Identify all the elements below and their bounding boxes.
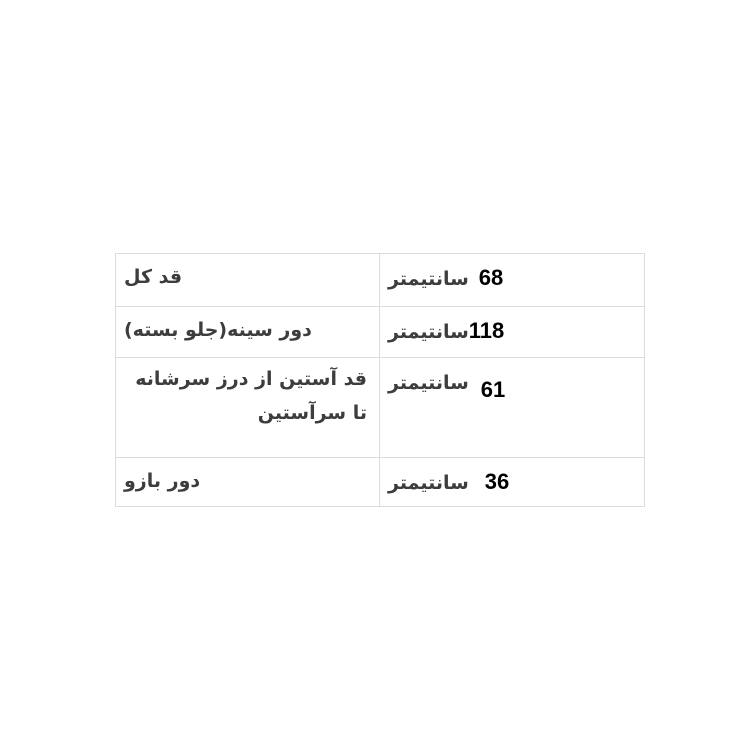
measurement-label: قد آستین از درز سرشانه تا سرآستین: [135, 368, 367, 424]
measurement-unit: سانتیمتر: [388, 321, 469, 343]
measurement-label-cell: [116, 254, 380, 307]
measurement-value: 68: [478, 265, 504, 290]
table-row: [116, 254, 645, 307]
measurement-label: دور سینه(جلو بسته): [124, 319, 312, 341]
measurement-unit: سانتیمتر: [388, 268, 469, 290]
measurement-label: دور بازو: [124, 470, 201, 492]
measurement-unit: سانتیمتر: [388, 372, 469, 394]
measurement-label: قد کل: [124, 266, 183, 288]
measurement-value: 36: [484, 469, 510, 494]
table-row: [116, 307, 645, 358]
measurement-value: 61: [480, 377, 506, 402]
measurement-unit: سانتیمتر: [388, 472, 469, 494]
measurement-value-cell: [380, 254, 645, 307]
table-row: [116, 458, 645, 507]
measurement-label-cell: [116, 358, 380, 458]
measurement-value-cell: [380, 358, 645, 458]
measurement-label-cell: [116, 458, 380, 507]
measurement-value: 118: [468, 318, 505, 343]
measurement-value-cell: [380, 307, 645, 358]
table-row: [116, 358, 645, 458]
measurement-label-cell: [116, 307, 380, 358]
size-table: [115, 253, 645, 507]
measurement-value-cell: [380, 458, 645, 507]
